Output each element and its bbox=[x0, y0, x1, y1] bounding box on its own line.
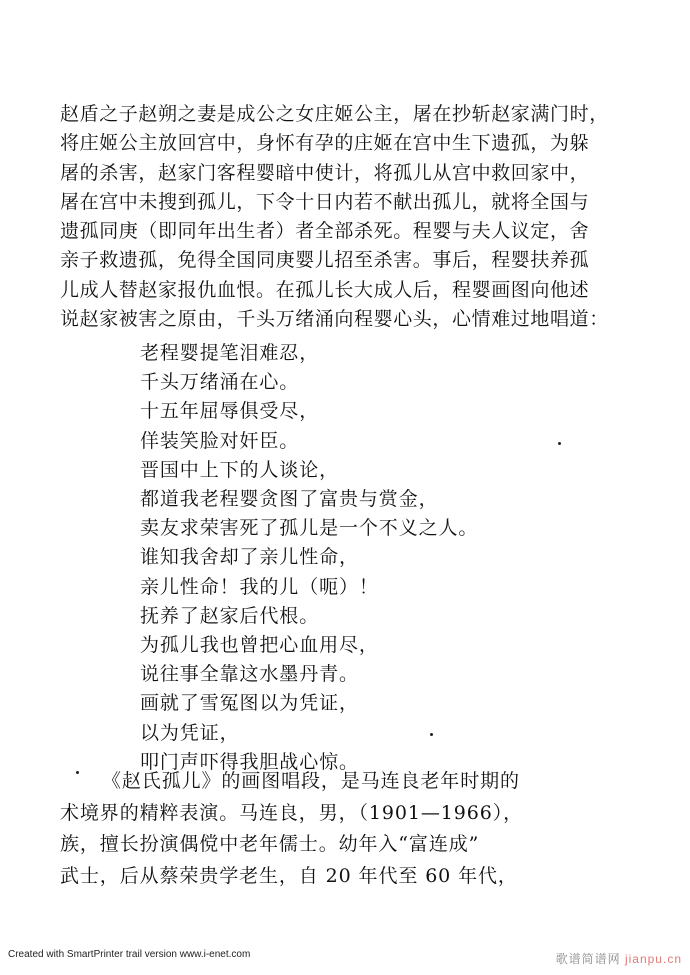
watermark-url: jianpu.cn bbox=[624, 952, 682, 966]
printer-credit: Created with SmartPrinter trail version www.i-enet.com bbox=[8, 949, 251, 960]
paragraph-line: 亲子救遗孤，免得全国同庚婴儿招至杀害。事后，程婴扶养孤 bbox=[60, 249, 590, 272]
lyric-line: 以为凭证， bbox=[140, 721, 240, 744]
paragraph-line: 屠的杀害，赵家门客程婴暗中使计，将孤儿从宫中救回家中， bbox=[60, 161, 590, 184]
closing-paragraph bbox=[60, 766, 640, 892]
paragraph-line: 儿成人替赵家报仇血恨。在孤儿长大成人后，程婴画图向他述 bbox=[60, 278, 590, 301]
watermark-site-name: 歌谱简谱网 bbox=[555, 952, 621, 966]
lyric-line: 画就了雪冤图以为凭证， bbox=[140, 692, 359, 715]
lyric-line: 晋国中上下的人谈论， bbox=[140, 458, 340, 481]
lyric-line: 叩门声吓得我胆战心惊。 bbox=[140, 750, 359, 773]
paragraph-line: 说赵家被害之原由，千头万绪涌向程婴心头，心情难过地唱道： bbox=[60, 308, 609, 331]
closing-line: 术境界的精粹表演。马连良，男，（1901—1966）， bbox=[60, 801, 524, 824]
closing-line: 族，擅长扮演偶傥中老年儒士。幼年入“富连成” bbox=[60, 833, 480, 855]
scan-speck bbox=[76, 771, 79, 774]
lyric-line: 都道我老程婴贪图了富贵与赏金， bbox=[140, 488, 439, 511]
lyrics-block bbox=[140, 339, 640, 777]
paragraph-line: 屠在宫中未搜到孤儿，下令十日内若不献出孤儿，就将全国与 bbox=[60, 190, 590, 213]
lyric-line: 谁知我舍却了亲儿性命， bbox=[140, 546, 359, 569]
lyric-line: 亲儿性命！我的儿（呃）！ bbox=[140, 575, 379, 598]
lyric-line: 十五年屈辱俱受尽， bbox=[140, 400, 320, 423]
lyric-line: 为孤儿我也曾把心血用尽， bbox=[140, 634, 379, 657]
scan-speck bbox=[558, 442, 561, 445]
paragraph-line: 赵盾之子赵朔之妻是成公之女庄姬公主，屠在抄斩赵家满门时， bbox=[60, 103, 609, 125]
lyric-line: 说往事全靠这水墨丹青。 bbox=[140, 663, 359, 686]
lyric-line: 佯装笑脸对奸臣。 bbox=[140, 429, 300, 452]
paragraph-line: 遗孤同庚（即同年出生者）者全部杀死。程婴与夫人议定，舍 bbox=[60, 220, 590, 243]
lyric-line: 卖友求荣害死了孤儿是一个不义之人。 bbox=[140, 517, 479, 540]
closing-line: 《赵氏孤儿》的画图唱段，是马连良老年时期的 bbox=[102, 770, 520, 792]
site-watermark bbox=[556, 950, 682, 967]
lyric-line: 千头万绪涌在心。 bbox=[140, 371, 300, 394]
scan-speck bbox=[430, 733, 433, 736]
paragraph-line: 将庄姬公主放回宫中，身怀有孕的庄姬在宫中生下遗孤，为躲 bbox=[60, 132, 590, 155]
lyric-line: 抚养了赵家后代根。 bbox=[140, 604, 320, 627]
closing-line: 武士，后从蔡荣贵学老生，自 20 年代至 60 年代， bbox=[60, 864, 518, 887]
lyric-line: 老程婴提笔泪难忍， bbox=[140, 342, 320, 364]
story-paragraph bbox=[60, 100, 640, 334]
